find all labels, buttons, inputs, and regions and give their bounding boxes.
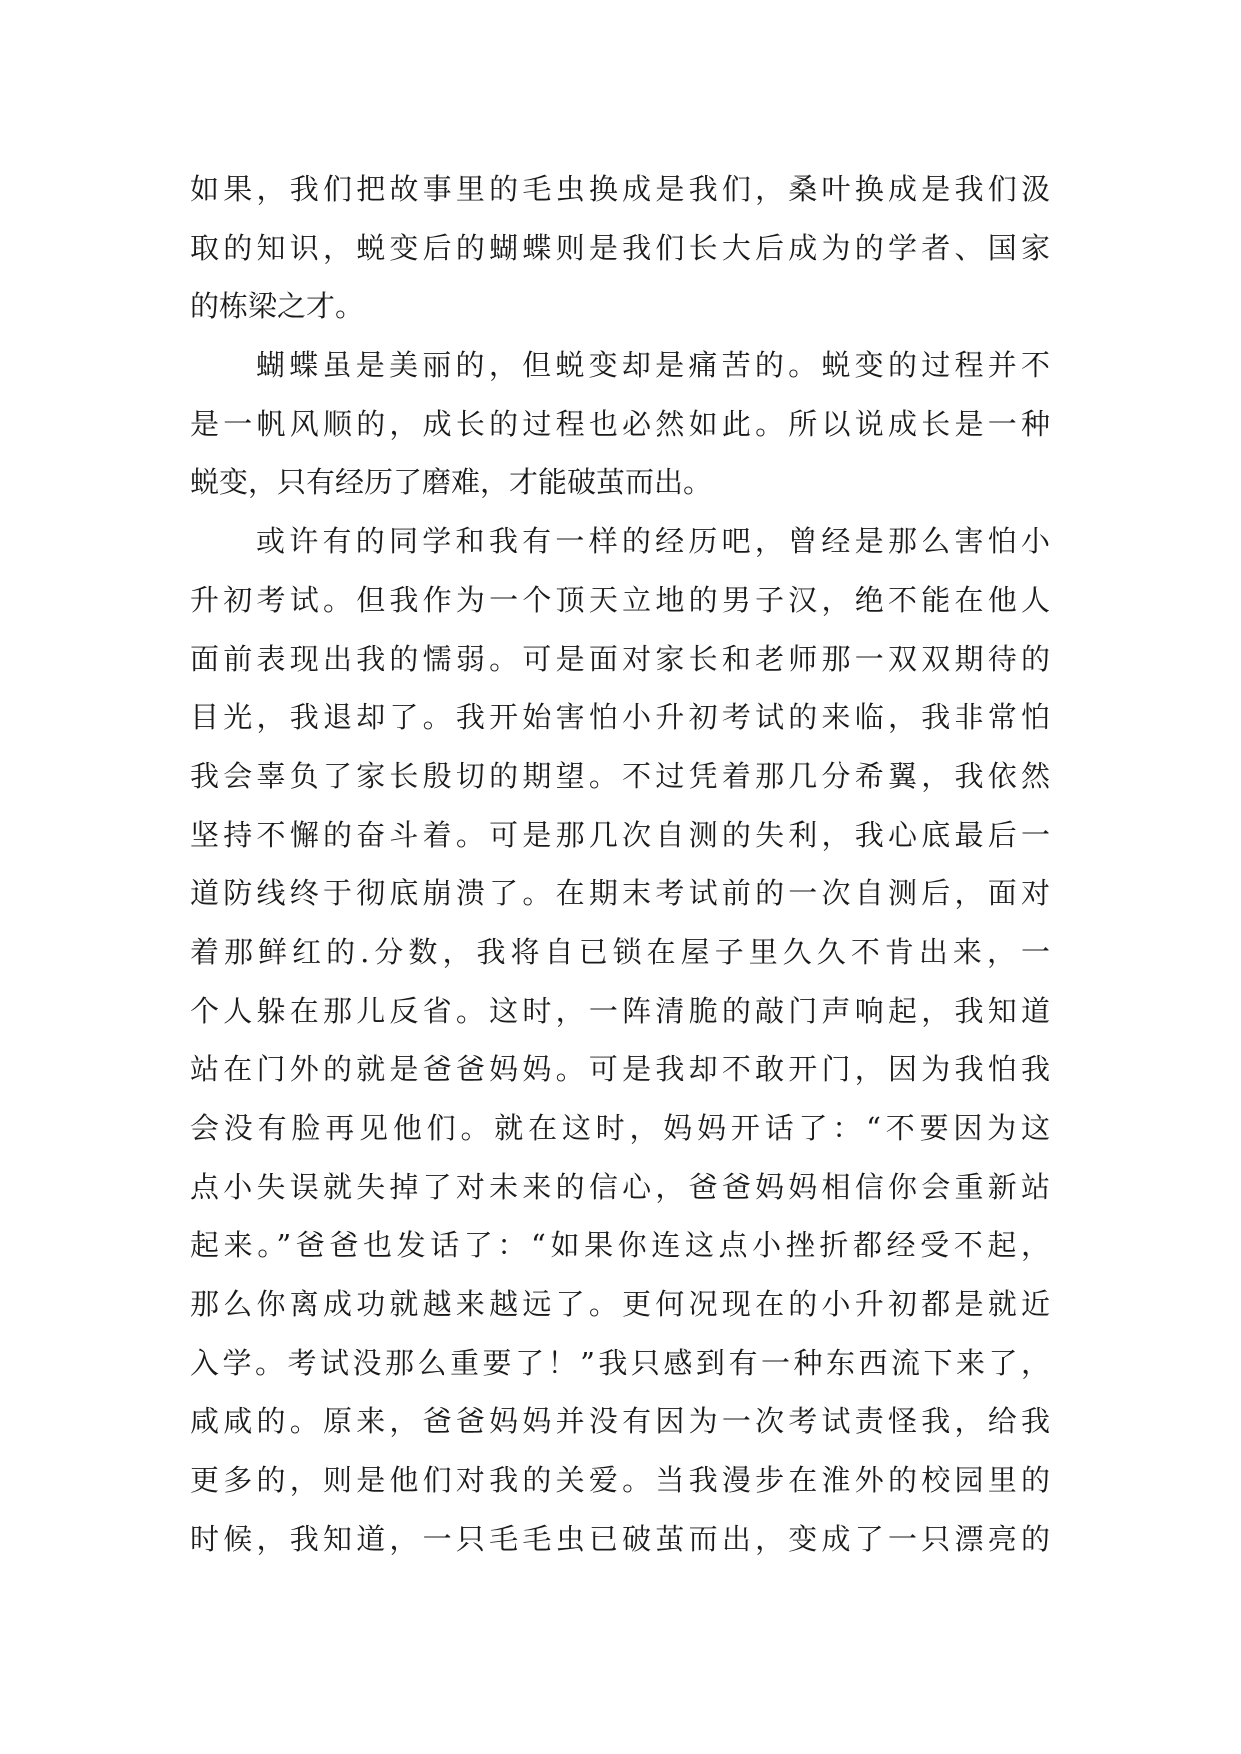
text-line: 会没有脸再见他们。就在这时，妈妈开话了：“不要因为这 <box>190 1111 1050 1145</box>
text-line: 目光，我退却了。我开始害怕小升初考试的来临，我非常怕 <box>190 700 1050 735</box>
text-line: 的栋梁之才。 <box>190 289 365 324</box>
text-line: 升初考试。但我作为一个顶天立地的男子汉，绝不能在他人 <box>190 582 1050 617</box>
text-line: 取的知识，蜕变后的蝴蝶则是我们长大后成为的学者、国家 <box>190 230 1050 265</box>
text-line: 我会辜负了家长殷切的期望。不过凭着那几分希翼，我依然 <box>190 758 1050 793</box>
document-body <box>190 160 1050 1569</box>
text-line: 那么你离成功就越来越远了。更何况现在的小升初都是就近 <box>190 1287 1050 1322</box>
text-line: 如果，我们把故事里的毛虫换成是我们，桑叶换成是我们汲 <box>190 172 1050 206</box>
text-line: 坚持不懈的奋斗着。可是那几次自测的失利，我心底最后一 <box>190 817 1050 852</box>
text-line: 起来。”爸爸也发话了：“如果你连这点小挫折都经受不起， <box>190 1228 1050 1263</box>
text-line: 个人躲在那儿反省。这时，一阵清脆的敲门声响起，我知道 <box>190 993 1050 1028</box>
text-line: 入学。考试没那么重要了！”我只感到有一种东西流下来了， <box>190 1345 1050 1380</box>
text-line: 蜕变，只有经历了磨难，才能破茧而出。 <box>190 465 713 500</box>
text-line: 时候，我知道，一只毛毛虫已破茧而出，变成了一只漂亮的 <box>190 1521 1050 1556</box>
text-line: 或许有的同学和我有一样的经历吧，曾经是那么害怕小 <box>256 524 1050 559</box>
text-line: 是一帆风顺的，成长的过程也必然如此。所以说成长是一种 <box>190 406 1050 441</box>
text-line: 更多的，则是他们对我的关爱。当我漫步在淮外的校园里的 <box>190 1463 1050 1498</box>
text-line: 道防线终于彻底崩溃了。在期末考试前的一次自测后，面对 <box>190 876 1050 911</box>
text-line: 着那鲜红的.分数，我将自已锁在屋子里久久不肯出来，一 <box>190 934 1050 969</box>
text-line: 蝴蝶虽是美丽的，但蜕变却是痛苦的。蜕变的过程并不 <box>256 348 1050 383</box>
text-line: 面前表现出我的懦弱。可是面对家长和老师那一双双期待的 <box>190 641 1050 676</box>
text-line: 点小失误就失掉了对未来的信心，爸爸妈妈相信你会重新站 <box>190 1169 1050 1204</box>
text-line: 咸咸的。原来，爸爸妈妈并没有因为一次考试责怪我，给我 <box>190 1404 1050 1439</box>
text-line: 站在门外的就是爸爸妈妈。可是我却不敢开门，因为我怕我 <box>190 1052 1050 1087</box>
